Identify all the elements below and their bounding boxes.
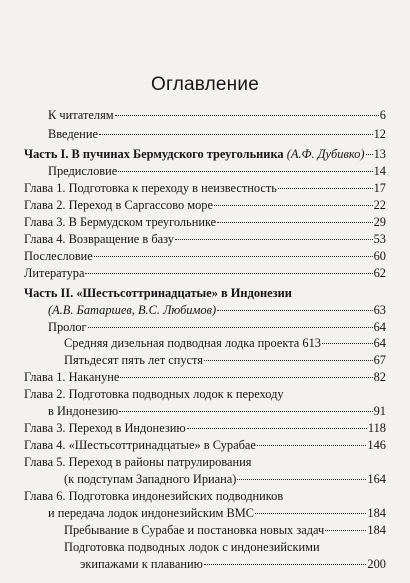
entry-page: 184	[367, 506, 386, 520]
entry-page: 62	[373, 266, 386, 280]
dot-leader	[325, 530, 366, 531]
entry-page: 29	[373, 215, 386, 229]
dot-leader	[217, 310, 373, 311]
dot-leader	[214, 205, 373, 206]
dot-leader	[217, 222, 372, 223]
part-author: (А.В. Батаршев, В.С. Любимов)	[48, 303, 217, 317]
entry-page: 12	[373, 127, 386, 141]
entry-title: Средняя дизельная подводная лодка проекта 613	[64, 336, 321, 350]
toc-entry	[48, 127, 386, 142]
dot-leader	[257, 445, 367, 446]
entry-title: Глава 3. Переход в Индонезию	[24, 421, 186, 435]
entry-page: 13	[373, 147, 386, 161]
toc-entry	[24, 198, 386, 213]
entry-page: 91	[373, 404, 386, 418]
entry-page: 146	[367, 438, 386, 452]
dot-leader	[237, 479, 366, 480]
entry-page: 53	[373, 232, 386, 246]
toc-entry	[24, 438, 386, 453]
entry-page: 118	[367, 421, 386, 435]
entry-title: (к подступам Западного Ириана)	[64, 472, 237, 486]
dot-leader	[204, 360, 373, 361]
toc-part-author	[48, 303, 386, 318]
toc-entry	[24, 215, 386, 230]
entry-page: 184	[367, 523, 386, 537]
part-author: (А.Ф. Дубивко)	[286, 147, 365, 161]
entry-title: Глава 2. Переход в Саргассово море	[24, 198, 214, 212]
toc-part-heading	[24, 147, 386, 162]
dot-leader	[366, 154, 373, 155]
entry-page: 164	[367, 472, 386, 486]
dot-leader	[322, 343, 373, 344]
toc-entry	[24, 421, 386, 436]
entry-title: в Индонезию	[48, 404, 119, 418]
entry-title: Послесловие	[24, 249, 93, 263]
dot-leader	[118, 171, 372, 172]
toc-entry	[64, 336, 386, 351]
toc-entry	[64, 472, 386, 487]
dot-leader	[85, 273, 372, 274]
entry-title: Введение	[48, 127, 98, 141]
entry-title: Глава 3. В Бермудском треугольнике	[24, 215, 217, 229]
dot-leader	[88, 327, 373, 328]
entry-title: Глава 2. Подготовка подводных лодок к переходу	[24, 387, 284, 401]
toc-entry	[24, 249, 386, 264]
part-title: Часть II. «Шестьсоттринадцатые» в Индонезии	[24, 286, 292, 300]
toc-entry	[48, 506, 386, 521]
entry-title: Пятьдесят пять лет спустя	[64, 353, 204, 367]
entry-title: Пребывание в Сурабае и постановка новых задач	[64, 523, 325, 537]
part-title: Часть I. В пучинах Бермудского треугольника	[24, 147, 284, 161]
entry-page: 67	[373, 353, 386, 367]
dot-leader	[119, 411, 373, 412]
entry-title: Глава 4. Возвращение в базу	[24, 232, 174, 246]
entry-title: экипажами к плаванию	[80, 557, 203, 571]
toc-entry	[48, 164, 386, 179]
entry-page: 63	[373, 303, 386, 317]
dot-leader	[175, 239, 373, 240]
toc-entry	[80, 557, 386, 572]
dot-leader	[115, 115, 379, 116]
entry-page: 6	[379, 108, 386, 122]
entry-title: Глава 1. Подготовка к переходу в неизвестность	[24, 181, 277, 195]
entry-page: 14	[373, 164, 386, 178]
entry-page: 22	[373, 198, 386, 212]
entry-title: Подготовка подводных лодок с индонезийскими	[64, 540, 320, 554]
toc-entry	[24, 232, 386, 247]
entry-title: Глава 5. Переход в районы патрулирования	[24, 455, 252, 469]
toc-entry	[24, 181, 386, 196]
entry-title: Предисловие	[48, 164, 118, 178]
entry-title: Глава 4. «Шестьсоттринадцатые» в Сурабае	[24, 438, 256, 452]
entry-page: 82	[373, 370, 386, 384]
toc-entry	[64, 353, 386, 368]
entry-page: 17	[373, 181, 386, 195]
entry-title: К читателям	[48, 108, 114, 122]
toc-entry	[48, 108, 386, 123]
toc-entry	[48, 320, 386, 335]
dot-leader	[278, 188, 373, 189]
toc-entry	[24, 370, 386, 385]
toc-entry	[24, 266, 386, 281]
dot-leader	[99, 134, 373, 135]
dot-leader	[187, 428, 367, 429]
entry-page: 200	[367, 557, 386, 571]
dot-leader	[255, 513, 366, 514]
dot-leader	[204, 564, 367, 565]
dot-leader	[120, 377, 372, 378]
entry-page: 64	[373, 320, 386, 334]
entry-page: 60	[373, 249, 386, 263]
toc-entry	[64, 523, 386, 538]
entry-title: Литература	[24, 266, 85, 280]
entry-title: Глава 6. Подготовка индонезийских подводников	[24, 489, 284, 503]
entry-title: Глава 1. Накануне	[24, 370, 120, 384]
dot-leader	[94, 256, 373, 257]
toc-entry	[48, 404, 386, 419]
entry-title: Пролог	[48, 320, 87, 334]
entry-page: 64	[373, 336, 386, 350]
page-title: Оглавление	[151, 74, 259, 95]
entry-title: и передача лодок индонезийским ВМС	[48, 506, 254, 520]
